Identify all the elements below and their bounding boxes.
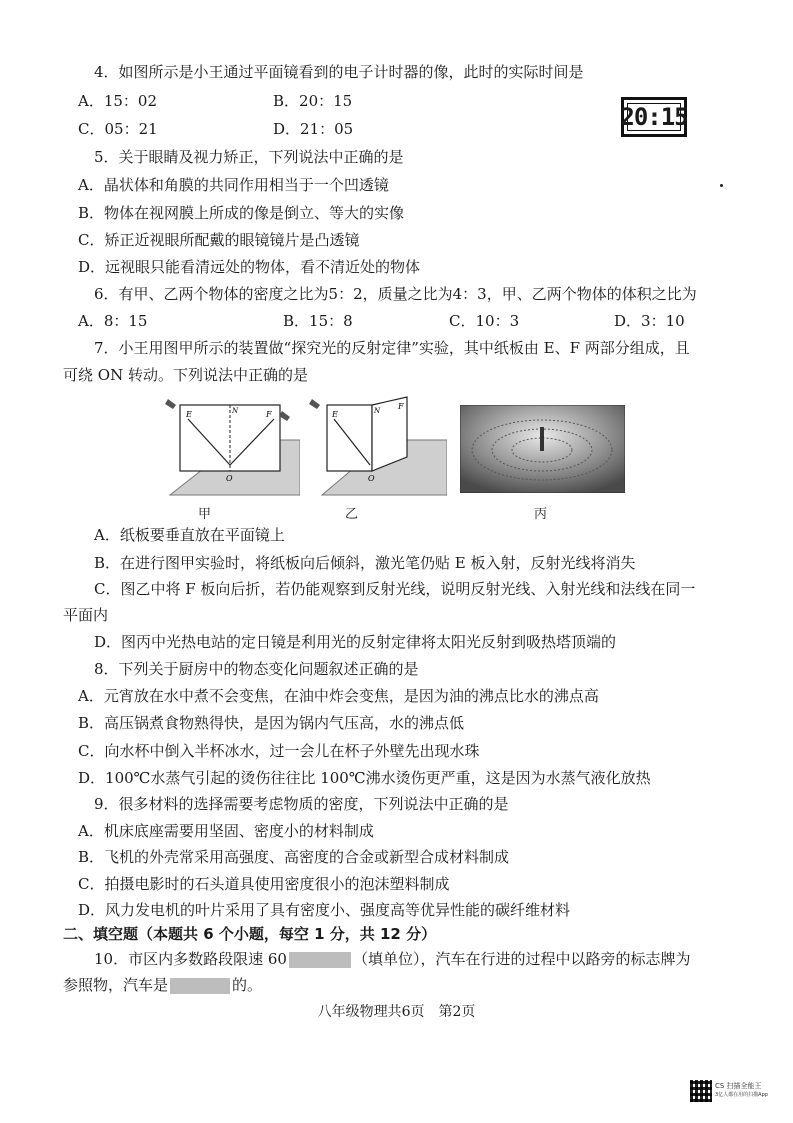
q6-option-d: D．3：10	[614, 312, 685, 330]
q7-option-a: A．纸板要垂直放在平面镜上	[94, 526, 285, 544]
label-e: E	[186, 410, 192, 419]
answer-blank-2[interactable]	[170, 978, 230, 994]
hand-icon	[279, 411, 290, 421]
page-footer: 八年级物理共6页 第2页	[317, 1004, 476, 1020]
scanner-badge: CS 扫描全能王	[715, 1082, 762, 1090]
label-f: F	[266, 410, 272, 419]
q7-option-c-line1: C．图乙中将 F 板向后折，若仍能观察到反射光线，说明反射光线、入射光线和法线在同一	[94, 580, 696, 598]
scan-speck	[720, 184, 723, 187]
q8-stem: 8．下列关于厨房中的物态变化问题叙述正确的是	[94, 660, 419, 678]
label-e: E	[332, 410, 338, 419]
q9-option-d: D．风力发电机的叶片采用了具有密度小、强度高等优异性能的碳纤维材料	[78, 901, 571, 919]
q5-option-d: D．远视眼只能看清远处的物体，看不清近处的物体	[78, 258, 421, 276]
clock-display: 20:15	[620, 103, 688, 131]
q5-option-c: C．矫正近视眼所配戴的眼镜镜片是凸透镜	[78, 231, 360, 249]
section-heading: 二、填空题（本题共 6 个小题，每空 1 分，共 12 分）	[63, 925, 437, 943]
q6-option-a: A．8：15	[78, 312, 148, 330]
q8-option-c: C．向水杯中倒入半杯冰水，过一会儿在杯子外壁先出现水珠	[78, 742, 480, 760]
figure-bing-photo	[460, 405, 625, 493]
q9-option-b: B．飞机的外壳常采用高强度、高密度的合金或新型合成材料制成	[78, 848, 510, 866]
scanner-watermark	[690, 1078, 770, 1104]
label-n: N	[232, 407, 239, 415]
q5-stem: 5．关于眼睛及视力矫正，下列说法中正确的是	[94, 148, 404, 166]
q9-stem: 9．很多材料的选择需要考虑物质的密度，下列说法中正确的是	[94, 795, 509, 813]
q9-option-c: C．拍摄电影时的石头道具使用密度很小的泡沫塑料制成	[78, 875, 450, 893]
laser-pen-icon	[165, 399, 176, 409]
q9-option-a: A．机床底座需要用坚固、密度小的材料制成	[78, 822, 374, 840]
label-f: F	[398, 402, 404, 411]
q4-stem: 4．如图所示是小王通过平面镜看到的电子计时器的像，此时的实际时间是	[94, 63, 584, 81]
q4-option-c: C．05：21	[78, 120, 158, 138]
q6-option-c: C．10：3	[449, 312, 520, 330]
scanner-text	[715, 1082, 768, 1100]
q8-option-a: A．元宵放在水中煮不会变焦，在油中炸会变焦，是因为油的沸点比水的沸点高	[78, 687, 599, 705]
q8-option-b: B．高压锅煮食物熟得快，是因为锅内气压高，水的沸点低	[78, 714, 465, 732]
q6-option-b: B．15：8	[283, 312, 353, 330]
label-n: N	[374, 407, 381, 415]
figure-bing-caption: 丙	[534, 507, 548, 522]
q5-option-b: B．物体在视网膜上所成的像是倒立、等大的实像	[78, 204, 405, 222]
q7-option-d: D．图丙中光热电站的定日镜是利用光的反射定律将太阳光反射到吸热塔顶端的	[94, 633, 617, 651]
digital-clock-image	[621, 97, 687, 137]
label-o: O	[226, 474, 233, 483]
q5-option-a: A．晶状体和角膜的共同作用相当于一个凹透镜	[78, 176, 389, 194]
laser-pen-icon	[309, 399, 320, 409]
label-o: O	[368, 474, 375, 483]
q4-option-b: B．20：15	[273, 92, 353, 110]
scanner-sub: 3亿人都在用的扫描App	[715, 1092, 768, 1098]
answer-blank-1[interactable]	[289, 952, 351, 968]
q10-part2: （填单位），汽车在行进的过程中以路旁的标志牌为	[352, 950, 691, 968]
figure-jia-caption: 甲	[198, 507, 212, 522]
q8-option-d: D．100℃水蒸气引起的烫伤往往比 100℃沸水烫伤更严重，这是因为水蒸气液化放热	[78, 769, 651, 787]
figure-jia-diagram	[150, 395, 300, 505]
q7-stem-line1: 7．小王用图甲所示的装置做“探究光的反射定律”实验，其中纸板由 E、F 两部分组成，且	[94, 339, 690, 357]
q7-stem-line2: 可绕 ON 转动。下列说法中正确的是	[63, 366, 308, 384]
q10-line1	[94, 949, 690, 969]
qr-code-icon	[690, 1080, 712, 1102]
q4-option-a: A．15：02	[78, 92, 158, 110]
q7-option-c-line2: 平面内	[63, 606, 109, 624]
q10-part4: 的。	[232, 976, 263, 994]
q10-part1: 10．市区内多数路段限速 60	[94, 950, 287, 968]
q10-part3: 参照物，汽车是	[63, 976, 169, 994]
absorber-tower	[540, 427, 544, 451]
figure-yi-caption: 乙	[345, 507, 359, 522]
q7-option-b: B．在进行图甲实验时，将纸板向后倾斜，激光笔仍贴 E 板入射，反射光线将消失	[94, 554, 636, 572]
q10-line2	[63, 975, 262, 995]
q4-option-d: D．21：05	[273, 120, 354, 138]
q6-stem: 6．有甲、乙两个物体的密度之比为5：2，质量之比为4：3，甲、乙两个物体的体积之比为	[94, 285, 697, 303]
figure-yi-diagram	[302, 395, 447, 505]
